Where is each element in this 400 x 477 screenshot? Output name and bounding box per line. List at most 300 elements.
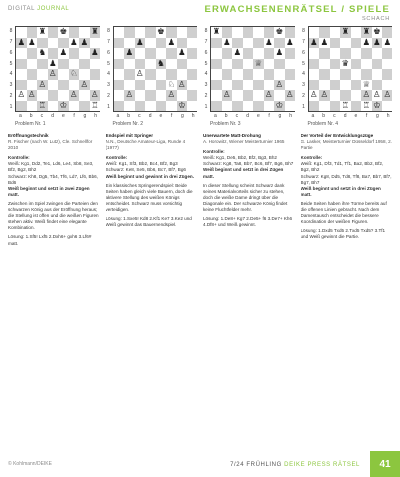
rank-labels bbox=[301, 26, 307, 112]
rank-label: 6 bbox=[204, 49, 208, 56]
file-label: e bbox=[354, 113, 358, 119]
rank-label: 2 bbox=[302, 92, 305, 99]
board-square bbox=[124, 101, 135, 112]
board-square bbox=[264, 69, 275, 80]
board-square bbox=[166, 27, 177, 38]
board-square bbox=[48, 27, 59, 38]
rank-label: 8 bbox=[302, 28, 305, 35]
board-square bbox=[264, 27, 275, 38]
board-square bbox=[90, 38, 100, 49]
board-square bbox=[232, 38, 243, 49]
chess-piece: ♞ bbox=[38, 48, 47, 58]
chess-piece: ♙ bbox=[135, 69, 144, 79]
board-square bbox=[361, 38, 372, 49]
board-square bbox=[27, 101, 38, 112]
chess-piece: ♟ bbox=[17, 37, 26, 48]
magazine-label bbox=[8, 6, 69, 12]
board-square bbox=[16, 80, 27, 91]
puzzle-source: G. Lasker, Meisterturnier Düsseldorf 1958, 2. Partie bbox=[300, 139, 392, 151]
chess-piece: ♙ bbox=[177, 79, 186, 90]
board-square bbox=[90, 69, 100, 80]
chess-piece: ♙ bbox=[167, 90, 176, 100]
file-label: g bbox=[180, 113, 184, 119]
rank-label: 7 bbox=[107, 39, 110, 46]
board-square bbox=[309, 48, 320, 59]
chess-piece: ♚ bbox=[156, 27, 165, 37]
chess-piece: ♙ bbox=[38, 79, 47, 90]
chess-piece: ♙ bbox=[285, 90, 294, 100]
board-square bbox=[48, 38, 59, 49]
rank-label: 4 bbox=[107, 71, 110, 78]
magazine-name: DIGITAL bbox=[8, 6, 35, 12]
board-square bbox=[285, 48, 295, 59]
board-square bbox=[48, 80, 59, 91]
chess-piece: ♜ bbox=[90, 27, 99, 37]
board-square bbox=[79, 101, 90, 112]
board-square bbox=[16, 59, 27, 70]
chess-piece: ♙ bbox=[17, 90, 26, 100]
board-square bbox=[340, 80, 351, 91]
board-square bbox=[177, 27, 188, 38]
board-square bbox=[243, 90, 254, 101]
file-label: g bbox=[83, 113, 87, 119]
file-label: c bbox=[138, 113, 141, 119]
chess-piece: ♙ bbox=[362, 90, 371, 100]
issue-name: 7/24 FRÜHLING bbox=[230, 462, 282, 468]
board-square bbox=[351, 101, 362, 112]
board-square bbox=[372, 48, 383, 59]
board-square bbox=[232, 90, 243, 101]
file-label: b bbox=[322, 113, 326, 119]
board-square bbox=[274, 90, 285, 101]
chess-piece: ♙ bbox=[320, 90, 329, 100]
board-square bbox=[340, 48, 351, 59]
board-square bbox=[114, 69, 125, 80]
chess-piece: ♟ bbox=[125, 48, 134, 58]
puzzle-paragraph: Lösung: 1.Sxe5! Kd8 2.Kf1 Ke7 3.Ke2 und Weiß gewinnt das Bauernendspiel. bbox=[105, 216, 192, 228]
board-square bbox=[372, 59, 383, 70]
board-square bbox=[69, 90, 80, 101]
board-square bbox=[187, 90, 197, 101]
file-label: h bbox=[191, 113, 195, 119]
board-square bbox=[211, 59, 222, 70]
puzzle-column bbox=[106, 24, 198, 456]
board-square bbox=[274, 69, 285, 80]
file-label: h bbox=[94, 113, 98, 119]
board-square bbox=[135, 101, 146, 112]
puzzle-heading: Der Vorteil der Entwicklungszüge bbox=[300, 133, 374, 138]
board-square bbox=[166, 59, 177, 70]
board-square bbox=[114, 27, 125, 38]
chess-piece: ♖ bbox=[362, 100, 371, 111]
board-square bbox=[319, 80, 330, 91]
board-square bbox=[351, 90, 362, 101]
board-square bbox=[124, 80, 135, 91]
rank-label: 2 bbox=[204, 92, 208, 99]
board-square bbox=[48, 59, 59, 70]
puzzle-paragraph: Zwischen im Spiel zwingen die Parteien den schwarzen König aus der Eröffnung heraus; die Stellung ist offen und die weißen Figuren stehen aktiv. Weiß findet eine elegante Kombination. bbox=[8, 200, 99, 231]
board-square bbox=[211, 80, 222, 91]
white-pieces: Weiß: Kg1, Sf3, Bb2, Bc4, Bf2, Bg3 bbox=[105, 161, 178, 167]
file-label: a bbox=[18, 113, 22, 119]
board-square bbox=[232, 48, 243, 59]
board-square bbox=[222, 59, 233, 70]
chess-piece: ♚ bbox=[275, 27, 284, 37]
board-square bbox=[37, 101, 48, 112]
file-label: a bbox=[213, 113, 217, 119]
puzzle-column bbox=[301, 24, 393, 456]
file-label: b bbox=[224, 113, 228, 119]
board-square bbox=[222, 90, 233, 101]
chess-diagram bbox=[106, 26, 198, 130]
board-square bbox=[16, 101, 27, 112]
board-square bbox=[222, 48, 233, 59]
board-square bbox=[187, 59, 197, 70]
file-label: e bbox=[61, 113, 65, 119]
board-square bbox=[79, 48, 90, 59]
puzzle-columns bbox=[8, 24, 392, 456]
board-square bbox=[274, 59, 285, 70]
board-square bbox=[114, 80, 125, 91]
board-square bbox=[243, 27, 254, 38]
board-square bbox=[361, 101, 372, 112]
board-square bbox=[187, 27, 197, 38]
board-square bbox=[361, 69, 372, 80]
board-square bbox=[309, 59, 320, 70]
board-square bbox=[114, 48, 125, 59]
board-square bbox=[351, 80, 362, 91]
board-square bbox=[27, 38, 38, 49]
board-square bbox=[187, 48, 197, 59]
board-square bbox=[114, 101, 125, 112]
board-square bbox=[135, 27, 146, 38]
rank-label: 7 bbox=[9, 39, 13, 46]
file-label: e bbox=[159, 113, 163, 119]
rank-labels bbox=[106, 26, 112, 112]
chess-piece: ♔ bbox=[177, 100, 186, 111]
puzzle-source: A. Horowitz, Wiener Meisterturnier 1965 bbox=[203, 139, 285, 145]
board-square bbox=[319, 27, 330, 38]
chess-piece: ♜ bbox=[38, 27, 47, 37]
board-square bbox=[69, 48, 80, 59]
chess-piece: ♙ bbox=[90, 90, 99, 100]
board-square bbox=[285, 69, 295, 80]
rank-label: 3 bbox=[204, 82, 208, 89]
board-square bbox=[90, 90, 100, 101]
board-square bbox=[264, 38, 275, 49]
chess-piece: ♟ bbox=[48, 58, 57, 69]
chess-piece: ♙ bbox=[309, 90, 318, 100]
board-square bbox=[145, 80, 156, 91]
board-square bbox=[243, 80, 254, 91]
board-square bbox=[253, 38, 264, 49]
black-pieces: Schwarz: Ke8, Se5, Bb6, Bc7, Bf7, Bg6 bbox=[105, 167, 186, 173]
diagram-caption: Problem Nr. 3 bbox=[210, 121, 241, 127]
board-square bbox=[253, 90, 264, 101]
magazine-sub: JOURNAL bbox=[37, 6, 70, 12]
board-square bbox=[382, 80, 392, 91]
pieces-label: Kontrolle: bbox=[105, 155, 128, 161]
board-square bbox=[243, 38, 254, 49]
puzzle-paragraph: Ein klassisches Springerendspiel: Beide Seiten haben gleich viele Bauern, doch die aktivere Stellung des weißen Königs entscheidet. Schwarz muss vorsichtig verteidigen. bbox=[105, 182, 193, 213]
file-label: d bbox=[148, 113, 152, 119]
puzzle-source: R. Fischer (nach W. Lutz), Cle. Schnellfor 2010 bbox=[8, 139, 93, 151]
file-label: g bbox=[375, 113, 379, 119]
board-square bbox=[243, 59, 254, 70]
rank-label: 2 bbox=[9, 92, 13, 99]
chess-piece: ♙ bbox=[383, 90, 392, 100]
rank-label: 8 bbox=[204, 28, 208, 35]
file-label: d bbox=[246, 113, 250, 119]
board-square bbox=[156, 59, 167, 70]
puzzle-paragraph: Lösung: 1.Sf5! Lxf5 2.Dxh6+ gxh6 3.Lf6# matt. bbox=[8, 234, 92, 246]
board-square bbox=[232, 59, 243, 70]
white-pieces: Weiß: Kg1, Df3, Td1, Tf1, Ba2, Bb2, Bf2, Bg2, Bh2 bbox=[300, 161, 384, 173]
board-square bbox=[58, 48, 69, 59]
section-subtitle: SCHACH bbox=[361, 16, 390, 22]
board-square bbox=[285, 80, 295, 91]
board-square bbox=[27, 90, 38, 101]
puzzle-heading: Endspiel mit Springer bbox=[105, 133, 153, 138]
chess-piece: ♟ bbox=[320, 37, 329, 48]
board-square bbox=[124, 27, 135, 38]
issue-label bbox=[230, 462, 360, 468]
board-square bbox=[309, 80, 320, 91]
chess-piece: ♜ bbox=[341, 27, 350, 37]
board-square bbox=[340, 101, 351, 112]
board-square bbox=[124, 69, 135, 80]
chess-piece: ♟ bbox=[59, 48, 68, 58]
chess-piece: ♟ bbox=[264, 37, 273, 48]
board-square bbox=[90, 101, 100, 112]
board-square bbox=[372, 27, 383, 38]
puzzle-text bbox=[203, 133, 295, 228]
board-square bbox=[232, 101, 243, 112]
chess-board bbox=[15, 26, 100, 112]
issue-sub: DEIKE PRESS RÄTSEL bbox=[284, 462, 360, 468]
board-square bbox=[27, 48, 38, 59]
board-square bbox=[166, 101, 177, 112]
rank-label: 8 bbox=[107, 28, 110, 35]
board-square bbox=[135, 38, 146, 49]
file-label: e bbox=[256, 113, 260, 119]
board-square bbox=[232, 69, 243, 80]
diagram-caption: Problem Nr. 2 bbox=[112, 121, 144, 127]
board-square bbox=[58, 101, 69, 112]
board-square bbox=[382, 38, 392, 49]
board-square bbox=[135, 48, 146, 59]
page-number: 41 bbox=[370, 451, 400, 477]
rank-label: 1 bbox=[107, 103, 110, 110]
board-square bbox=[90, 80, 100, 91]
board-square bbox=[319, 69, 330, 80]
board-square bbox=[285, 59, 295, 70]
board-square bbox=[274, 27, 285, 38]
board-square bbox=[58, 59, 69, 70]
file-label: d bbox=[343, 113, 347, 119]
puzzle-task: Weiß beginnt und setzt in drei Zügen matt. bbox=[300, 185, 381, 197]
rank-label: 2 bbox=[107, 92, 110, 99]
chess-piece: ♕ bbox=[254, 58, 263, 69]
board-square bbox=[253, 80, 264, 91]
board-square bbox=[114, 59, 125, 70]
chess-piece: ♙ bbox=[27, 90, 36, 100]
puzzle-task: Weiß beginnt und gewinnt in drei Zügen. bbox=[105, 173, 194, 179]
board-square bbox=[187, 69, 197, 80]
board-square bbox=[156, 80, 167, 91]
board-square bbox=[124, 90, 135, 101]
chess-diagram bbox=[301, 26, 393, 130]
puzzle-paragraph: Lösung: 1.De8+ Kg7 2.De5+ f6 3.De7+ Kh6 4.Df8+ und Weiß gewinnt. bbox=[203, 216, 293, 228]
chess-piece: ♟ bbox=[177, 48, 186, 58]
board-square bbox=[69, 38, 80, 49]
file-label: c bbox=[333, 113, 336, 119]
board-square bbox=[309, 27, 320, 38]
rank-label: 6 bbox=[302, 49, 305, 56]
board-square bbox=[187, 38, 197, 49]
rank-label: 6 bbox=[107, 49, 110, 56]
board-square bbox=[351, 38, 362, 49]
puzzle-source: N.N., Deutsche Amateur-Liga, Runde 4 (1977) bbox=[105, 139, 186, 151]
puzzle-heading: Unerwartete Matt-Drohung bbox=[203, 133, 261, 138]
board-square bbox=[340, 69, 351, 80]
board-square bbox=[58, 80, 69, 91]
board-square bbox=[114, 38, 125, 49]
black-pieces: Schwarz: Kg8, Dd5, Td8, Tf8, Ba7, Bb7, Bf7, Bg7, Bh7 bbox=[300, 173, 392, 185]
chess-piece: ♙ bbox=[372, 90, 381, 100]
board-square bbox=[264, 80, 275, 91]
puzzle-paragraph: Beide Seiten haben ihre Türme bereits auf die offenen Linien gebracht. Nach dem Damentausch entscheidet die bessere Koordination der weißen Figuren. bbox=[300, 200, 387, 225]
file-labels bbox=[308, 113, 393, 119]
file-label: f bbox=[268, 113, 270, 119]
board-square bbox=[166, 80, 177, 91]
board-square bbox=[330, 27, 341, 38]
white-pieces: Weiß: Kg1, Dd2, Te1, Ld6, Le4, Sb8, Se3, Bf2, Bg2, Bh2 bbox=[8, 161, 94, 173]
file-label: h bbox=[386, 113, 390, 119]
board-square bbox=[16, 69, 27, 80]
file-label: d bbox=[51, 113, 55, 119]
chess-piece: ♟ bbox=[222, 37, 231, 48]
file-label: h bbox=[289, 113, 293, 119]
board-square bbox=[211, 69, 222, 80]
chess-piece: ♟ bbox=[27, 37, 36, 48]
board-square bbox=[309, 101, 320, 112]
board-square bbox=[243, 48, 254, 59]
chess-piece: ♜ bbox=[362, 27, 371, 37]
board-square bbox=[330, 38, 341, 49]
puzzle-column bbox=[8, 24, 100, 456]
board-square bbox=[285, 101, 295, 112]
chess-piece: ♙ bbox=[275, 79, 284, 90]
chess-piece: ♙ bbox=[222, 90, 231, 100]
rank-label: 4 bbox=[9, 71, 13, 78]
board-square bbox=[90, 27, 100, 38]
board-square bbox=[253, 48, 264, 59]
rank-labels bbox=[8, 26, 14, 112]
board-square bbox=[330, 69, 341, 80]
chess-board bbox=[210, 26, 295, 112]
board-square bbox=[177, 69, 188, 80]
board-square bbox=[211, 38, 222, 49]
board-square bbox=[145, 27, 156, 38]
board-square bbox=[37, 27, 48, 38]
board-square bbox=[222, 38, 233, 49]
puzzle-task: Weiß beginnt und setzt in zwei Zügen matt. bbox=[8, 185, 90, 197]
chess-piece: ♙ bbox=[69, 90, 78, 100]
file-label: f bbox=[170, 113, 173, 119]
puzzle-text bbox=[106, 133, 198, 228]
board-square bbox=[382, 101, 392, 112]
board-square bbox=[37, 38, 48, 49]
board-square bbox=[124, 48, 135, 59]
board-square bbox=[340, 38, 351, 49]
board-square bbox=[37, 69, 48, 80]
board-square bbox=[222, 27, 233, 38]
rank-label: 8 bbox=[9, 28, 13, 35]
board-square bbox=[156, 38, 167, 49]
board-square bbox=[253, 69, 264, 80]
rank-label: 1 bbox=[204, 103, 208, 110]
board-square bbox=[351, 48, 362, 59]
chess-piece: ♖ bbox=[341, 100, 350, 111]
chess-piece: ♟ bbox=[90, 48, 99, 58]
board-square bbox=[232, 80, 243, 91]
board-square bbox=[319, 90, 330, 101]
chess-piece: ♞ bbox=[156, 58, 165, 69]
board-square bbox=[211, 101, 222, 112]
board-square bbox=[166, 90, 177, 101]
board-square bbox=[361, 48, 372, 59]
chess-diagram bbox=[203, 26, 295, 130]
board-square bbox=[145, 59, 156, 70]
board-square bbox=[177, 48, 188, 59]
rank-label: 5 bbox=[302, 60, 305, 67]
pieces-label: Kontrolle: bbox=[8, 155, 30, 161]
board-square bbox=[27, 27, 38, 38]
file-label: b bbox=[29, 113, 33, 119]
board-square bbox=[27, 80, 38, 91]
board-square bbox=[135, 80, 146, 91]
board-square bbox=[264, 59, 275, 70]
copyright-note: © Kohlmann/DEIKE bbox=[8, 461, 52, 467]
board-square bbox=[16, 48, 27, 59]
board-square bbox=[124, 38, 135, 49]
puzzle-column bbox=[203, 24, 295, 456]
board-square bbox=[382, 27, 392, 38]
board-square bbox=[69, 27, 80, 38]
board-square bbox=[264, 48, 275, 59]
board-square bbox=[285, 38, 295, 49]
chess-piece: ♟ bbox=[233, 48, 242, 58]
board-square bbox=[156, 69, 167, 80]
board-square bbox=[361, 90, 372, 101]
board-square bbox=[285, 27, 295, 38]
board-square bbox=[319, 101, 330, 112]
file-label: c bbox=[40, 113, 44, 119]
chess-piece: ♙ bbox=[48, 69, 57, 79]
white-pieces: Weiß: Kg1, De5, Bb2, Bf2, Bg3, Bh2 bbox=[203, 155, 277, 161]
board-square bbox=[58, 69, 69, 80]
chess-piece: ♙ bbox=[125, 90, 134, 100]
board-square bbox=[351, 69, 362, 80]
board-square bbox=[177, 90, 188, 101]
file-labels bbox=[15, 113, 100, 119]
rank-label: 3 bbox=[302, 82, 305, 89]
rank-label: 7 bbox=[204, 39, 208, 46]
board-square bbox=[37, 90, 48, 101]
diagram-caption: Problem Nr. 1 bbox=[15, 121, 46, 127]
board-square bbox=[351, 59, 362, 70]
